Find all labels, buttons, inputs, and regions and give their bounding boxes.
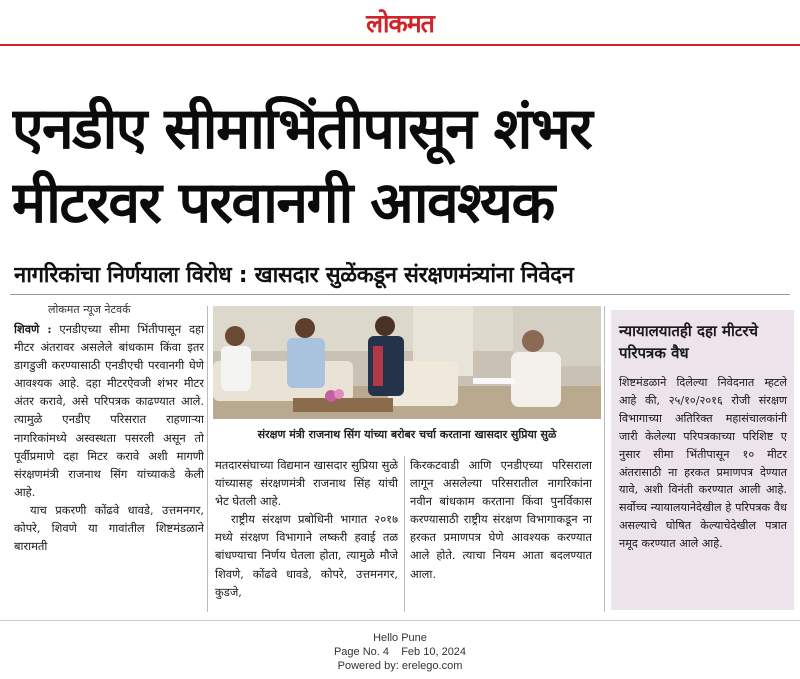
news-photo: [213, 306, 601, 419]
column-divider: [604, 306, 605, 612]
newspaper-logo: लोकमत: [366, 9, 434, 38]
article-paragraph: याच प्रकरणी कोंढवे धावडे, उत्तमनगर, कोपरे, शिवणे या गावांतील शिष्टमंडळाने बारामती: [14, 502, 204, 554]
column-divider: [404, 456, 405, 612]
article-paragraph: राष्ट्रीय संरक्षण प्रबोधिनी भागात २०१७ मध्ये संरक्षण विभागाने लष्करी हवाई तळ बांधण्याचा निर्णय घेतला होता, त्यामुळे मौजे शिवणे, कोंढवे धावडे, कोपरे, उत्तमनगर, कुडजे,: [215, 512, 398, 599]
meeting-photo-illustration: [213, 306, 601, 419]
footer-page-info: Page No. 4 Feb 10, 2024: [333, 646, 467, 658]
article-column-2: [215, 456, 398, 612]
footer-edition: Hello Pune: [373, 632, 427, 644]
footer-rule: [0, 620, 800, 621]
article-paragraph: मतदारसंघाच्या विद्यमान खासदार सुप्रिया सुळे यांच्यासह संरक्षणमंत्री राजनाथ सिंह यांची भेट घेतली आहे.: [215, 458, 398, 509]
sidebar-title: न्यायालयातही दहा मीटरचे परिपत्रक वैध: [619, 322, 759, 362]
article-column-3: [410, 456, 592, 612]
sidebar-paragraph: शिष्टमंडळाने दिलेल्या निवेदनात म्हटले आहे की, २५/१०/२०१६ रोजी संरक्षण विभागाच्या अतिरिक्त महासंचालकांनी जारी केलेल्या परिपत्रकाच्या परिशिष्ट ए नुसार सीमा भिंतीपासून १० मीटर अंतरासाठी ना हरकत प्रमाणपत्र देण्यात यावे, अशी विनंती करण्यात आली आहे. सर्वोच्च न्यायालयानेदेखील हे परिपत्रक वैध असल्याचे घोषित केल्याचेदेखील पत्रात नमूद करण्यात आले आहे.: [619, 376, 787, 551]
sidebar-box: [611, 310, 794, 610]
subheadline: नागरिकांचा निर्णयाला विरोध : खासदार सुळेंकडून संरक्षणमंत्र्यांना निवेदन: [14, 263, 574, 288]
column-divider: [207, 306, 208, 612]
article-paragraph: एनडीएच्या सीमा भिंतीपासून दहा मीटर अंतरावर असलेले बांधकाम किंवा इतर डागडुजी करण्यासाठी एनडीएची परवानगी घेणे आवश्यक आहे. दहा मीटरऐवजी शंभर मीटर अंतर करावे, असे परिपत्रक काढण्यात आले. त्यामुळे एनडीए परिसरात राहणाऱ्या नागरिकांमध्ये अस्वस्थता पसरली असून तो पूर्वीप्रमाणे दहा मिटर करावे अशी मागणी संरक्षणमंत्री राजनाथ सिंग यांच्याकडे केली आहे.: [14, 322, 204, 499]
photo-caption: संरक्षण मंत्री राजनाथ सिंग यांच्या बरोबर चर्चा करताना खासदार सुप्रिया सुळे: [257, 428, 557, 441]
dateline: शिवणे :: [14, 322, 52, 336]
article-column-1: [14, 320, 204, 616]
sidebar-body: [619, 374, 787, 553]
masthead-rule: [0, 44, 800, 46]
headline: [12, 92, 792, 240]
article-paragraph: किरकटवाडी आणि एनडीएच्या परिसराला लागून असलेल्या परिसरातील नागरिकांना नवीन बांधकाम करताना किंवा पुनर्विकास करण्यासाठी राष्ट्रीय संरक्षण विभागाकडून ना हरकत प्रमाणपत्र घेणे आवश्यक करण्यात आले होते. त्याचा नियम आता बदलण्यात आला.: [410, 458, 592, 581]
subhead-divider: [10, 294, 790, 295]
headline-line-2: मीटरवर परवानगी आवश्यक: [12, 170, 554, 236]
footer: [0, 631, 800, 673]
headline-line-1: एनडीए सीमाभिंतीपासून शंभर: [12, 96, 592, 162]
footer-powered: Powered by: erelego.com: [337, 660, 463, 672]
byline: लोकमत न्यूज नेटवर्क: [48, 303, 131, 316]
masthead: [0, 0, 800, 45]
